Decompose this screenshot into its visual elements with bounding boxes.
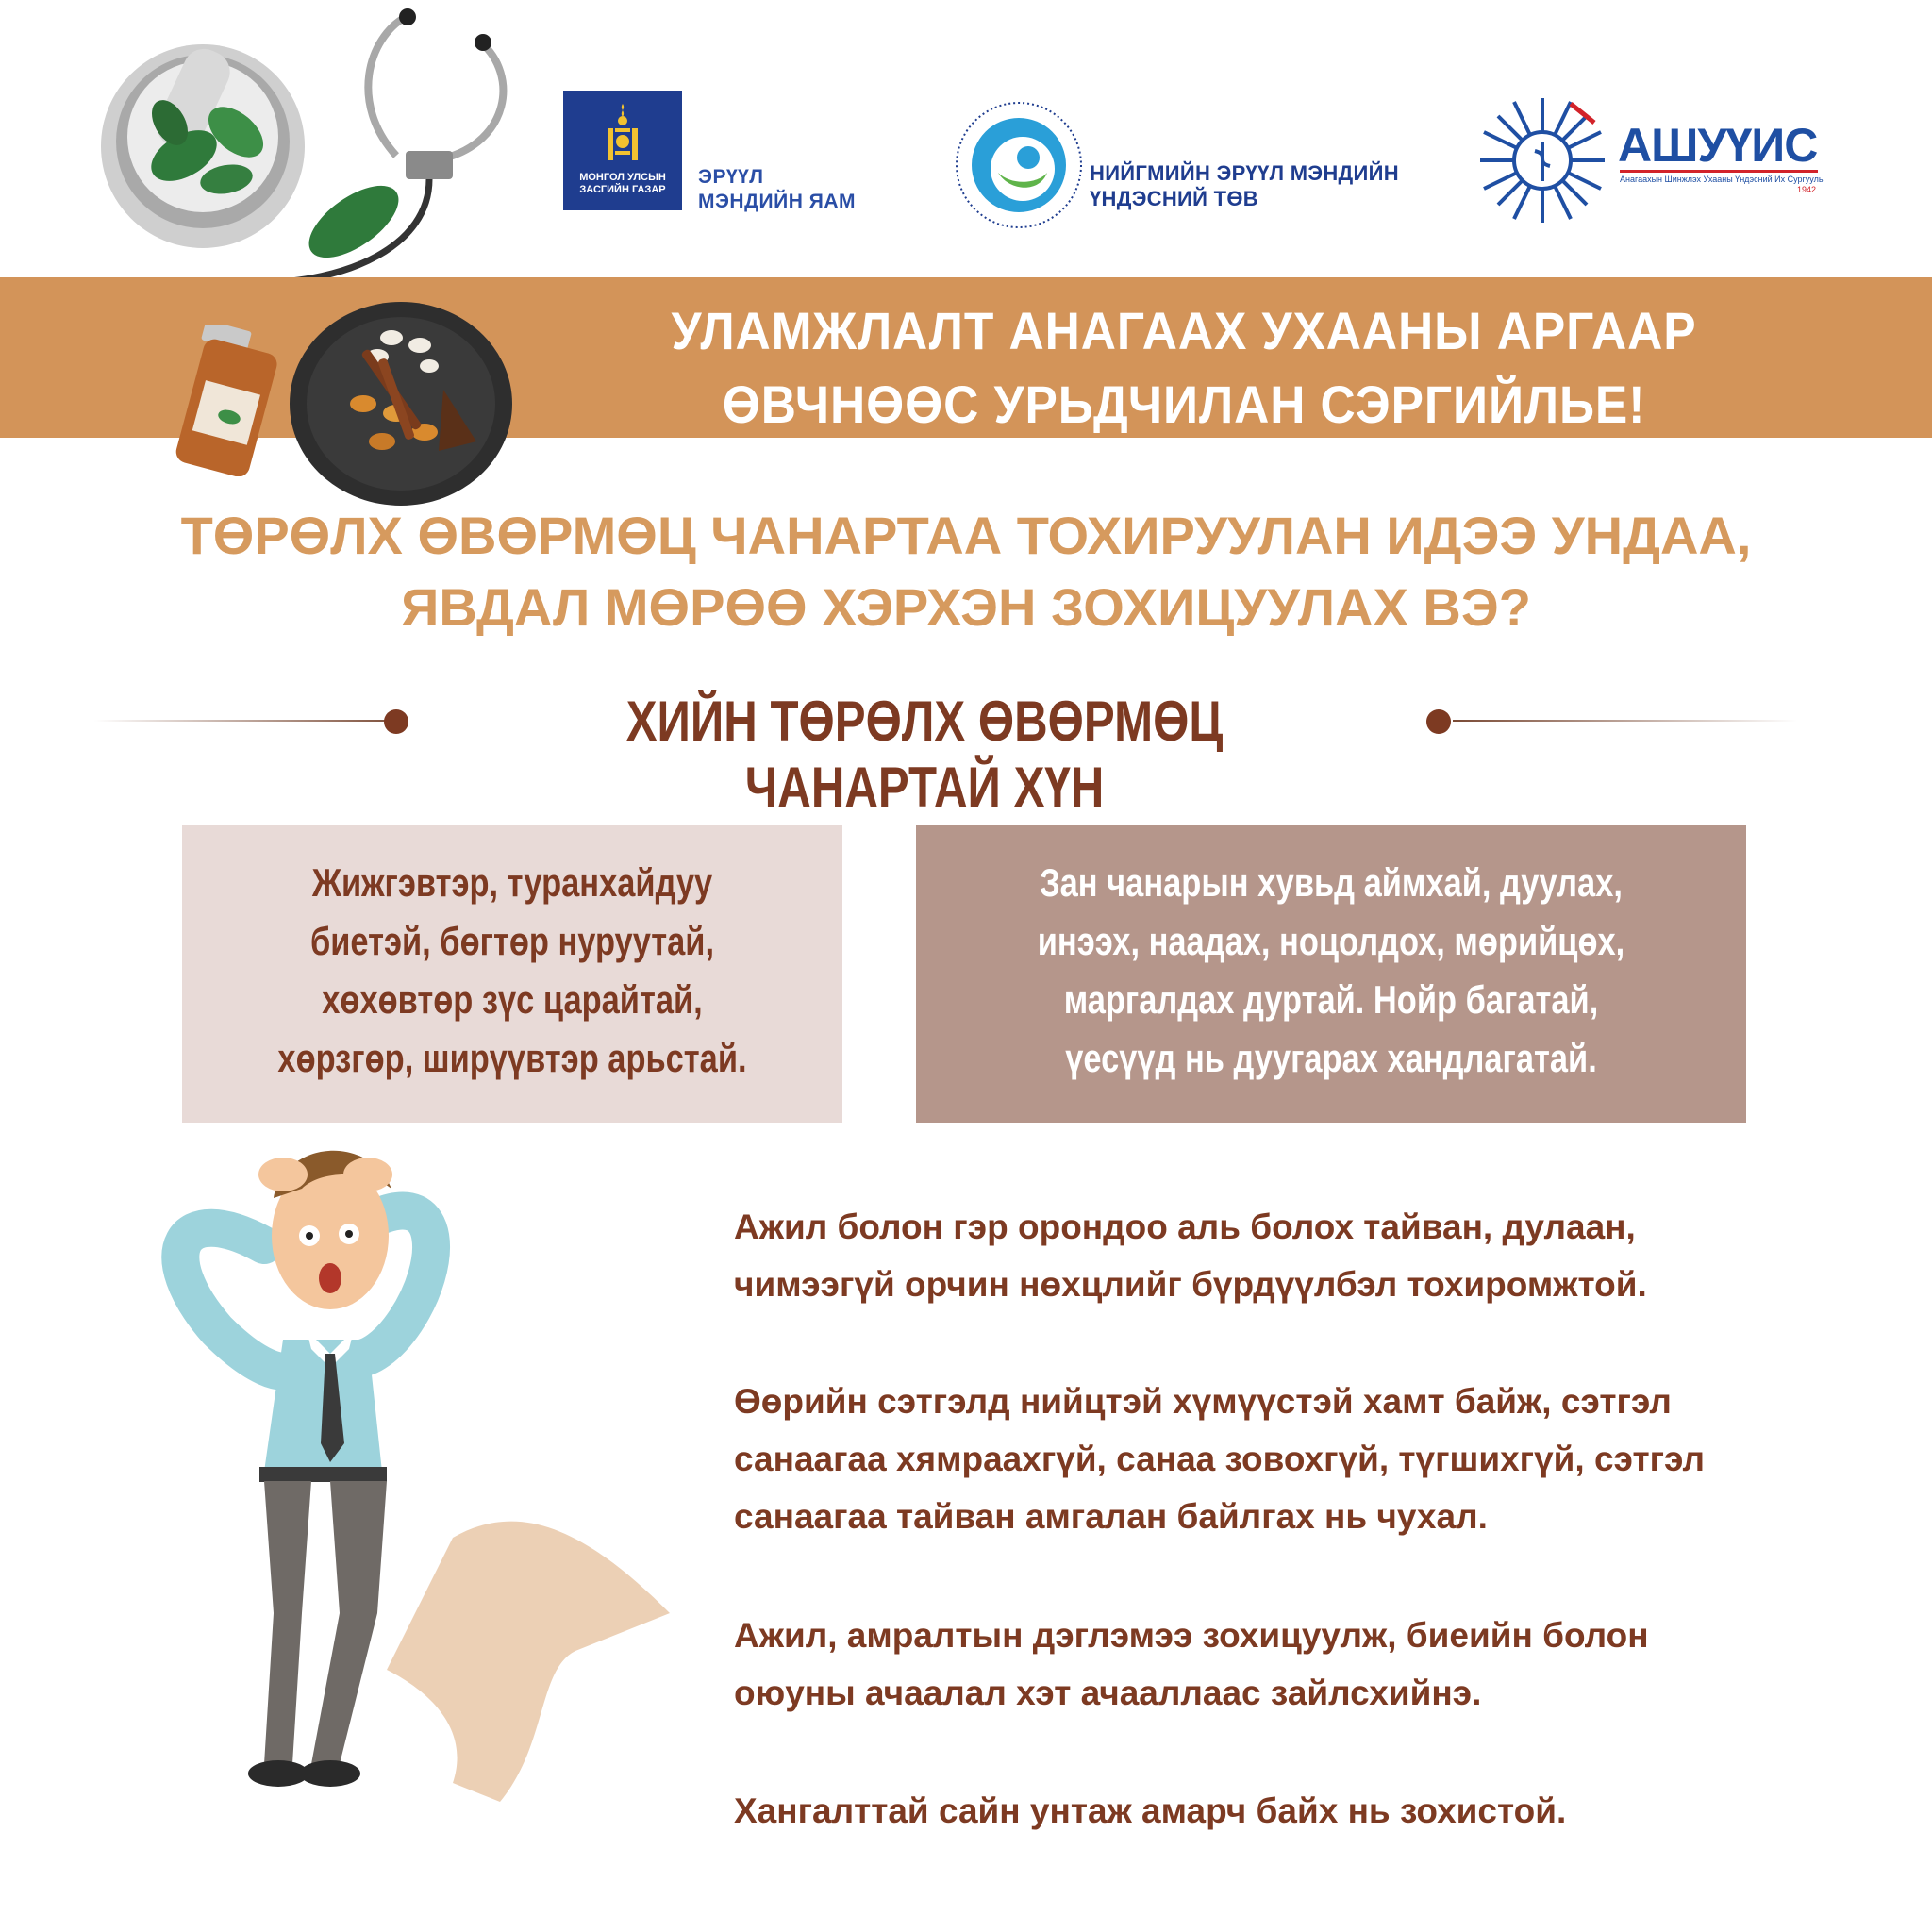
main-question: ТӨРӨЛХ ӨВӨРМӨЦ ЧАНАРТАА ТОХИРУУЛАН ИДЭЭ УНДАА, ЯВДАЛ МӨРӨӨ ХЭРХЭН ЗОХИЦУУЛАХ ВЭ? [180,506,1752,637]
ncph-logo-icon [953,99,1085,231]
section-title: ХИЙН ТӨРӨЛХ ӨВӨРМӨЦ ЧАНАРТАЙ ХҮН [625,690,1224,819]
advice-paragraph: Өөрийн сэтгэлд нийцтэй хүмүүстэй хамт байж, сэтгэл санаагаа хямраахгүй, санаа зовохгүй, түгшихгүй, сэтгэл санаагаа тайван амгалан байлгах нь чухал. [734,1382,1706,1536]
advice-paragraph: Хангалттай сайн унтаж амарч байх нь зохистой. [734,1791,1567,1830]
medicine-bottle-icon [175,325,278,476]
advice-paragraph: Ажил болон гэр орондоо аль болох тайван, дулаан, чимээгүй орчин нөхцлийг бүрдүүлбэл тохиромжтой. [734,1208,1647,1304]
bullet-dot-right [1426,709,1451,734]
divider-left [94,720,406,722]
character-traits-text: Зан чанарын хувьд аймхай, дуулах, инээх, наадах, ноцолдох, мөрийцөх, маргалдах дуртай. Нойр багатай, үесүүд нь дуугарах хандлагатай. [1037,860,1625,1080]
bullet-dot-left [384,709,408,734]
character-traits-box [916,825,1746,1123]
ministry-of-health-text: ЭРҮҮЛ МЭНДИЙН ЯАМ [698,166,856,212]
body-traits-text: Жижгэвтэр, туранхайдуу биетэй, бөгтөр нуруутай, хөхөвтөр зүс царайтай, хөрзгөр, ширүүвтэр арьстай. [277,860,747,1080]
government-emblem-logo [563,91,682,210]
divider-right [1453,720,1797,722]
banner-title: УЛАМЖЛАЛТ АНАГААХ УХААНЫ АРГААР ӨВЧНӨӨС УРЬДЧИЛАН СЭРГИЙЛЬЕ! [671,301,1697,434]
emblem-caption: МОНГОЛ УЛСЫН ЗАСГИЙН ГАЗАР [579,172,666,195]
ashuuis-year: 1942 [1797,185,1817,194]
stressed-man-illustration [142,1085,689,1896]
spice-bowl-icon [288,300,514,508]
ashuuis-subtitle: Анагаахын Шинжлэх Ухааны Үндэсний Их Сургууль [1620,170,1818,184]
soyombo-icon [604,102,641,162]
ashuuis-name: АШУҮИС [1618,119,1818,172]
ncph-name-text: НИЙГМИЙН ЭРҮҮЛ МЭНДИЙН ҮНДЭСНИЙ ТӨВ [1090,161,1399,210]
body-traits-box [182,825,842,1123]
advice-paragraph: Ажил, амралтын дэглэмээ зохицуулж, биеийн болон оюуны ачаалал хэт ачааллаас зайлсхийнэ. [734,1616,1649,1712]
ashuuis-logo-icon [1476,94,1608,226]
